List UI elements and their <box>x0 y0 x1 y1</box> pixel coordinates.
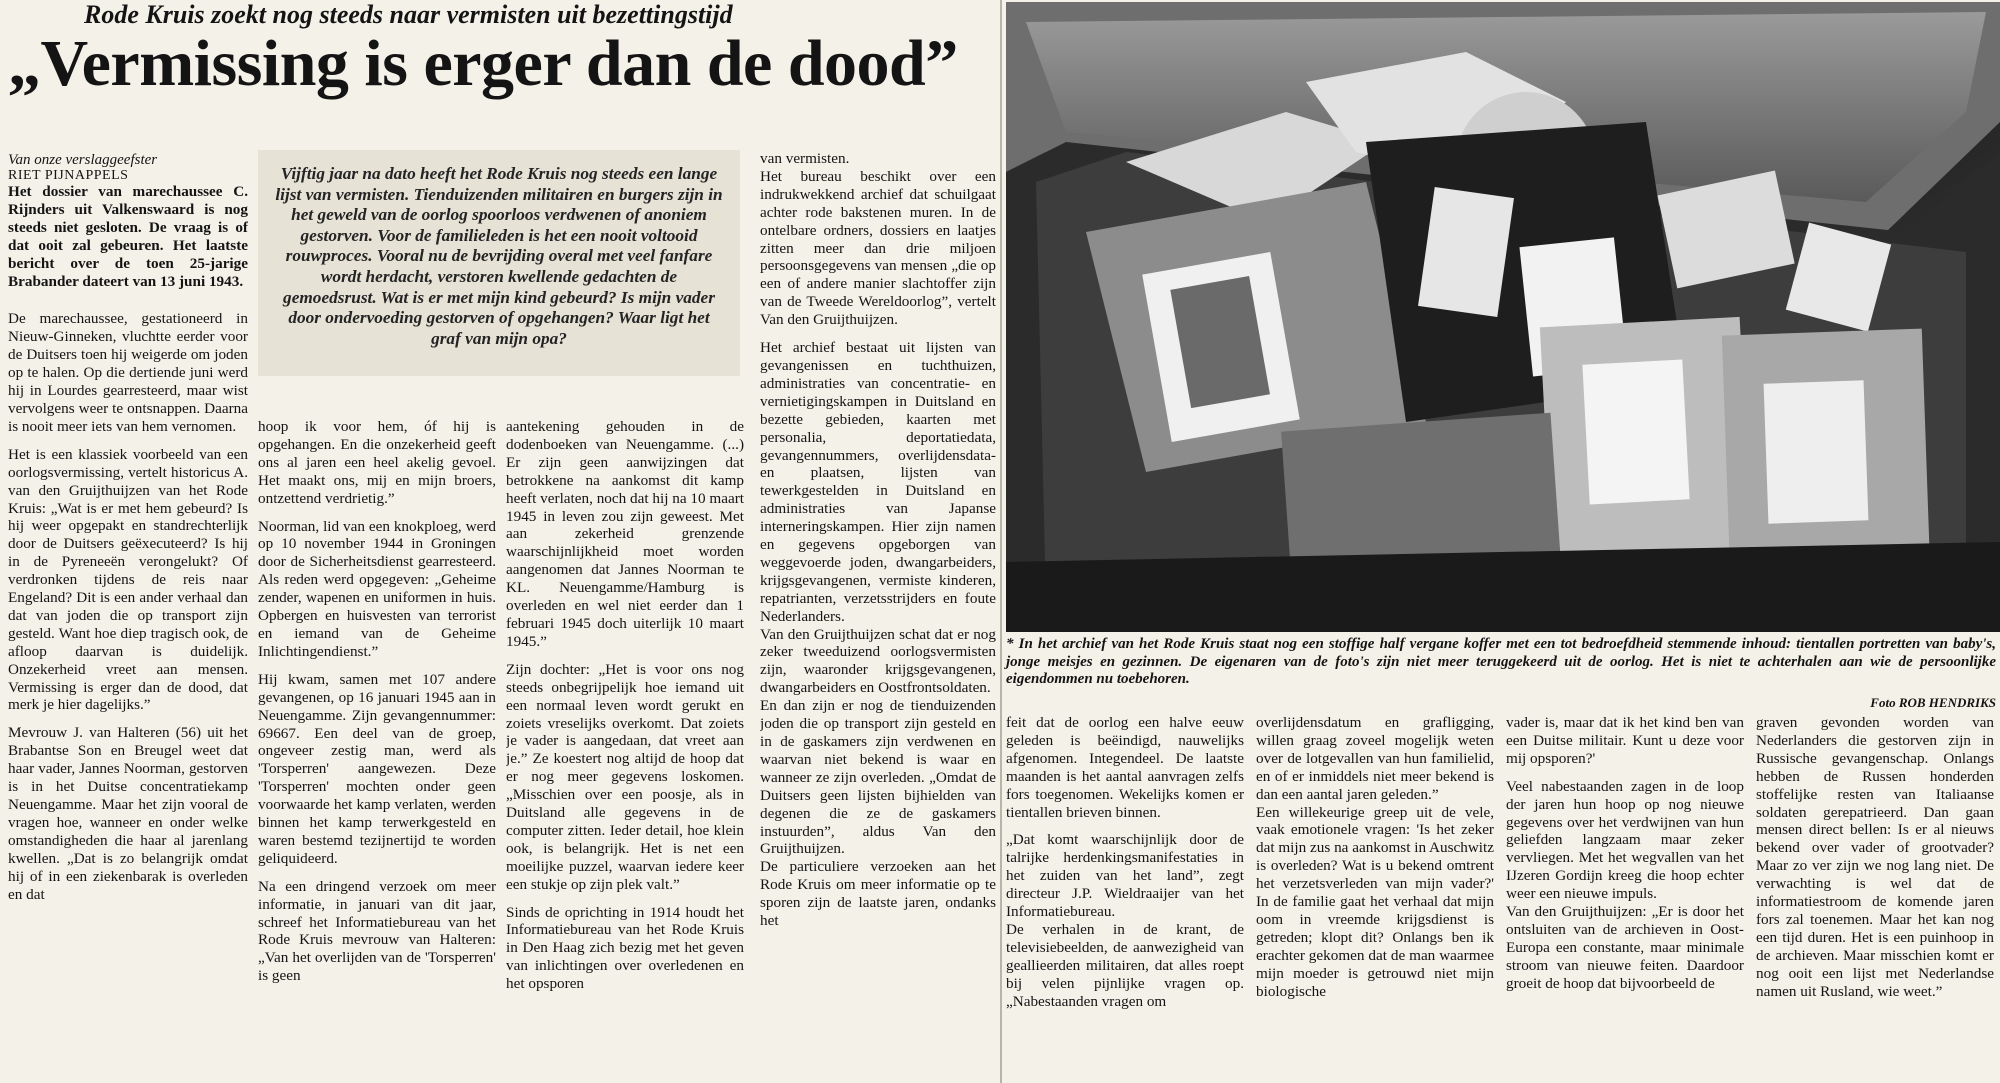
paragraph: Een willekeurige greep uit de vele, vaak emotionele vragen: 'Is het zeker dat mijn zus na aankomst in Auschwitz is overleden? Wat is u bekend omtrent het verzetsverleden van mijn vader?' In de familie gaat het verhaal dat mijn oom in vreemde krijgsdienst is getreden; klopt dit? Onlangs ben ik erachter gekomen dat de man waarmee mijn moeder is getrouwd niet mijn biologische <box>1256 803 1494 1000</box>
paragraph: Van den Gruijthuijzen schat dat er nog zeker tweeduizend oorlogsvermisten zijn, waaronder krijgsgevangenen, dwangarbeiders en Oostfrontsoldaten. <box>760 625 996 697</box>
paragraph: aantekening gehouden in de dodenboeken van Neuengamme. (...) Er zijn geen aanwijzingen dat betrokkene na aankomst dit kamp heeft verlaten, noch dat hij na 10 maart 1945 in leven zou zijn geweest. Met aan zekerheid grenzende waarschijnlijkheid moet worden aangenomen dat Jannes Noorman te KL. Neuengamme/Hamburg is overleden en wel niet eerder dan 1 februari 1945 doch uiterlijk 10 maart 1945.” <box>506 418 744 650</box>
paragraph: Het bureau beschikt over een indrukwekkend archief dat schuilgaat achter rode bakstenen muren. In de ontelbare ordners, dossiers en laatjes zitten meer dan drie miljoen persoonsgegevens van mensen „die op een of andere manier slachtoffer zijn van de Tweede Wereldoorlog”, vertelt Van den Gruijthuijzen. <box>760 167 996 329</box>
intro-paragraph: Het dossier van marechaussee C. Rijnders uit Valkenswaard is nog steeds niet gesloten. De vraag is of dat ooit zal gebeuren. Het laatste bericht over de toen 25-jarige Brabander dateert van 13 juni 1943. <box>8 183 248 290</box>
paragraph: Zijn dochter: „Het is voor ons nog steeds onbegrijpelijk hoe iemand uit een normaal leven wordt gerukt en zoiets vreselijks overkomt. Dat zoiets je vader is aangedaan, dat vreet aan je.” Ze koestert nog altijd de hoop dat er nog meer gegevens loskomen. „Misschien over een poosje, als in Duitsland alle gegevens in de computer zitten. Ieder detail, hoe klein ook, is belangrijk. Het is net een moeilijke puzzel, waarvan iedere keer een stukje op zijn plek valt.” <box>506 660 744 893</box>
paragraph: De verhalen in de krant, de televisiebeelden, de aanwezigheid van geallieerden militairen, dat alles roept bij velen pijnlijke vragen op. „Nabestaanden vragen om <box>1006 920 1244 1010</box>
paragraph: „Dat komt waarschijnlijk door de talrijke herdenkingsmanifestaties in het zuiden van het land”, zegt directeur J.P. Wieldraaijer van het Informatiebureau. <box>1006 831 1244 921</box>
paragraph: feit dat de oorlog een halve eeuw geleden is beëindigd, nauwelijks afgenomen. Integendeel. De laatste maanden is het aantal aanvragen zelfs fors toegenomen. Wekelijks komen er tientallen brieven binnen. <box>1006 714 1244 821</box>
paragraph: vader is, maar dat ik het kind ben van een Duitse militair. Kunt u deze voor mij opsporen?' <box>1506 714 1744 767</box>
paragraph: Hij kwam, samen met 107 andere gevangenen, op 16 januari 1945 aan in Neuengamme. Zijn gevangennummer: 69667. Een deel van de groep, ongeveer zestig man, werd als 'Torsperren' aangewezen. Deze 'Torsperren' mochten onder geen voorwaarde het kamp verlaten, werden binnen het kamp terwerkgesteld en waren bestemd tezijnertijd te worden geliquideerd. <box>258 670 496 867</box>
paragraph: Het is een klassiek voorbeeld van een oorlogsvermissing, vertelt historicus A. van den Gruijthuijzen van het Rode Kruis: „Wat is er met hem gebeurd? Is hij weer opgepakt en standrechterlijk door de Duitsers geëxecuteerd? Is hij in de Pyreneeën verongelukt? Of verdronken tijdens de reis naar Engeland? Dit is een ander verhaal dan dat van joden die op transport zijn gesteld. Want hoe diep tragisch ook, de afloop daarvan is duidelijk. Onzekerheid vreet aan mensen. Vermissing is erger dan de dood, dat merk je hier dagelijks.” <box>8 445 248 714</box>
column-4 <box>760 150 996 1080</box>
column-1 <box>8 152 248 1080</box>
suitcase-photo-graphic <box>1006 2 2000 632</box>
paragraph: Van den Gruijthuijzen: „Er is door het ontsluiten van de archieven in Oost-Europa een constante, maar minimale stroom van nieuwe feiten. Daardoor groeit de hoop dat bijvoorbeeld de <box>1506 903 1744 992</box>
kicker: Rode Kruis zoekt nog steeds naar vermisten uit bezettingstijd <box>84 0 733 29</box>
photo-credit: Foto ROB HENDRIKS <box>1870 695 1996 710</box>
headline: „Vermissing is erger dan de dood” <box>8 27 958 100</box>
paragraph: Na een dringend verzoek om meer informatie, in januari van dit jaar, schreef het Informatiebureau van het Rode Kruis mevrouw van Halteren: „Van het overlijden van de 'Torsperren' is geen <box>258 877 496 985</box>
paragraph: Veel nabestaanden zagen in de loop der jaren hun hoop op nog nieuwe gegevens over het verdwijnen van hun geliefden langzaam maar zeker vervliegen. Met het wegvallen van het IJzeren Gordijn kreeg die hoop echter weer een nieuwe impuls. <box>1506 777 1744 903</box>
paragraph: Noorman, lid van een knokploeg, werd op 10 november 1944 in Groningen door de Sicherheitsdienst gearresteerd. Als reden werd opgegeven: „Geheime zender, wapenen en uniformen in huis. Opbergen en huisvesten van terrorist en iemand van de Geheime Inlichtingendienst.” <box>258 517 496 660</box>
paragraph: overlijdensdatum en grafligging, willen graag zoveel mogelijk weten over de lotgevallen van hun familielid, en of er inmiddels niet meer bekend is dan een aantal jaren geleden.” <box>1256 714 1494 803</box>
paragraph: Sinds de oprichting in 1914 houdt het Informatiebureau van het Rode Kruis in Den Haag zich bezig met het geven van inlichtingen over overledenen en het opsporen <box>506 903 744 993</box>
paragraph: Het archief bestaat uit lijsten van gevangenissen en tuchthuizen, administraties van concentratie- en vernietigingskampen in Duitsland en bezette gebieden, kaarten met personalia, deportatiedata, gevangennummers, overlijdensdata- en plaatsen, lijsten van tewerkgestelden in Duitsland en administraties van Japanse interneringskampen. Hier zijn namen en gegevens opgeborgen van weggevoerde joden, dwangarbeiders, krijgsgevangenen, vermiste kinderen, repatrianten, verzetsstrijders en foute Nederlanders. <box>760 339 996 625</box>
column-7 <box>1506 714 1744 1080</box>
byline-author: RIET PIJNAPPELS <box>8 168 129 183</box>
paragraph: Mevrouw J. van Halteren (56) uit het Brabantse Son en Breugel weet dat haar vader, Jannes Noorman, gestorven is in het Duitse concentratiekamp Neuengamme. Maar het zijn vooral de vragen hoe, wanneer en onder welke omstandigheden die haar al jarenlang kwellen. „Dat is zo belangrijk omdat hij of in een ziekenbarak is overleden en dat <box>8 724 248 903</box>
column-8 <box>1756 714 1994 1080</box>
paragraph: De particuliere verzoeken aan het Rode Kruis om meer informatie op te sporen zijn de laatste jaren, ondanks het <box>760 858 996 930</box>
column-2 <box>258 418 496 1080</box>
column-divider <box>1000 0 1002 1083</box>
paragraph: graven gevonden worden van Nederlanders die gestorven zijn in Russische gevangenschap. Onlangs hebben de Russen honderden stoffelijke resten van Italiaanse soldaten gerepatrieerd. Dan gaan mensen direct bellen: Is er al nieuws bekend over vader of grootvader? Maar zo ver zijn we nog lang niet. De verwachting is wel dat de informatiestroom de komende jaren fors zal toenemen. Maar het kan nog een tijd duren. Het is een puinhoop in de archieven. Maar misschien komt er nog ooit een lijst met Nederlandse namen uit Rusland, wie weet.” <box>1756 714 1994 1000</box>
paragraph: De marechaussee, gestationeerd in Nieuw-Ginneken, vluchtte eerder voor de Duitsers toen hij weigerde om joden op te halen. Op die dertiende juni werd hij in Lourdes gearresteerd, maar wist vervolgens weer te ontsnappen. Daarna is nooit meer iets van hem vernomen. <box>8 310 248 435</box>
archive-suitcase-photo <box>1006 2 2000 632</box>
column-6 <box>1256 714 1494 1080</box>
column-5 <box>1006 714 1244 1080</box>
paragraph: En dan zijn er nog de tienduizenden joden die op transport zijn gesteld en in de gaskamers zijn verdwenen en waarvan niet bekend is waar en wanneer ze zijn overleden. „Omdat de Duitsers geen lijsten bijhielden van degenen die ze de gaskamers instuurden”, aldus Van den Gruijthuijzen. <box>760 697 996 858</box>
lead-box: Vijftig jaar na dato heeft het Rode Kruis nog steeds een lange lijst van vermisten. Tienduizenden militairen en burgers zijn in het geweld van de oorlog spoorloos verdwenen of anoniem gestorven. Voor de familieleden is het een nooit voltooid rouwproces. Vooral nu de bevrijding overal met veel fanfare wordt herdacht, verstoren kwellende gedachten de gemoedsrust. Wat is er met mijn kind gebeurd? Is mijn vader door ondervoeding gestorven of opgehangen? Waar ligt het graf van mijn opa? <box>258 150 740 376</box>
photo-caption: * In het archief van het Rode Kruis staat nog een stoffige half vergane koffer met een tot bedroefdheid stemmende inhoud: tientallen portretten van baby's, jonge meisjes en gezinnen. De eigenaren van de foto's zijn niet meer teruggekeerd uit de oorlog. Het is niet te achterhalen aan wie de persoonlijke eigendommen nu toebehoren. <box>1006 636 1996 687</box>
paragraph: hoop ik voor hem, óf hij is opgehangen. En die onzekerheid geeft ons al jaren een heel akelig gevoel. Het maakt ons, mij en mijn broers, ontzettend verdrietig.” <box>258 418 496 507</box>
paragraph: van vermisten. <box>760 150 850 167</box>
column-3 <box>506 418 744 1080</box>
byline-intro: Van onze verslaggeefster <box>8 152 158 168</box>
